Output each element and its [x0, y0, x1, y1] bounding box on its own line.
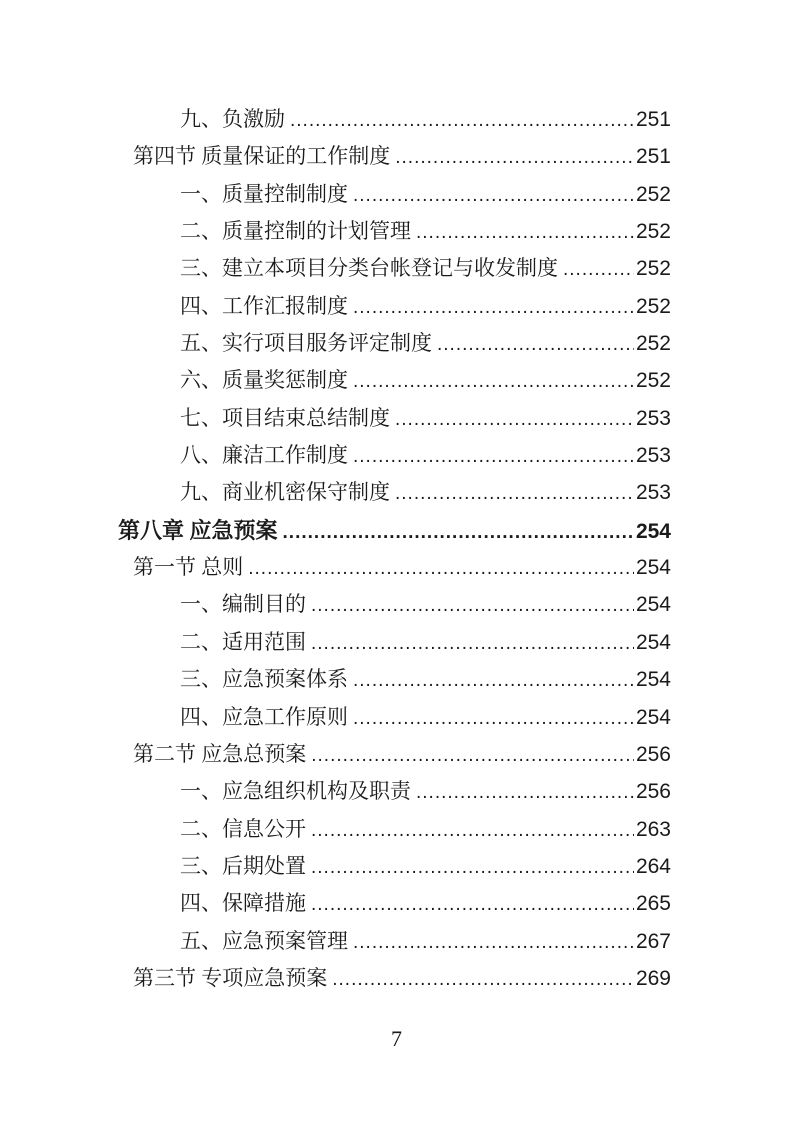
toc-entry-label: 第一节 总则	[133, 555, 244, 580]
toc-entry-label: 三、应急预案体系	[180, 667, 348, 692]
toc-entry-label: 第四节 质量保证的工作制度	[133, 144, 391, 169]
toc-entry-label: 五、实行项目服务评定制度	[180, 331, 432, 356]
toc-entry	[0, 549, 793, 586]
dot-leader-icon	[395, 139, 634, 176]
toc-entry-page: 254	[635, 519, 671, 543]
toc-entry-label: 三、建立本项目分类台帐登记与收发制度	[180, 256, 558, 281]
toc-entry-page: 253	[635, 481, 671, 505]
toc-entry	[0, 213, 793, 250]
dot-leader-icon	[311, 737, 634, 774]
toc-entry-label: 二、质量控制的计划管理	[180, 219, 411, 244]
toc-entry-page: 252	[635, 257, 671, 281]
toc-entry	[0, 624, 793, 661]
toc-entry	[0, 661, 793, 698]
dot-leader-icon	[311, 886, 634, 923]
dot-leader-icon	[283, 514, 634, 551]
toc-entry-page: 252	[635, 369, 671, 393]
toc-entry	[0, 176, 793, 213]
toc-entry	[0, 586, 793, 623]
toc-entry-page: 253	[635, 406, 671, 430]
toc-entry	[0, 848, 793, 885]
toc-entry-label: 第八章 应急预案	[118, 517, 278, 543]
toc-entry	[0, 474, 793, 511]
toc-entry-page: 251	[635, 145, 671, 169]
toc-entry	[0, 811, 793, 848]
toc-entry	[0, 960, 793, 997]
table-of-contents	[0, 101, 793, 997]
dot-leader-icon	[437, 326, 634, 363]
toc-entry	[0, 288, 793, 325]
toc-entry-label: 四、应急工作原则	[180, 704, 348, 729]
dot-leader-icon	[416, 214, 634, 251]
toc-entry-label: 二、适用范围	[180, 629, 306, 654]
toc-entry-page: 256	[635, 780, 671, 804]
toc-entry-page: 264	[635, 854, 671, 878]
dot-leader-icon	[353, 662, 634, 699]
toc-entry	[0, 512, 793, 549]
toc-entry	[0, 400, 793, 437]
dot-leader-icon	[353, 924, 634, 961]
toc-entry-page: 254	[635, 668, 671, 692]
footer-page-number: 7	[391, 1026, 402, 1051]
toc-entry	[0, 923, 793, 960]
toc-entry-page: 251	[635, 108, 671, 131]
dot-leader-icon	[353, 363, 634, 400]
page-footer	[0, 1026, 793, 1052]
toc-entry-label: 九、负激励	[180, 107, 285, 131]
toc-entry-label: 四、保障措施	[180, 891, 306, 916]
dot-leader-icon	[311, 812, 634, 849]
toc-entry-page: 269	[635, 966, 671, 990]
toc-entry-label: 第三节 专项应急预案	[133, 965, 328, 990]
toc-entry	[0, 437, 793, 474]
toc-entry-page: 267	[635, 929, 671, 953]
toc-entry-label: 一、应急组织机构及职责	[180, 779, 411, 804]
dot-leader-icon	[290, 102, 634, 139]
toc-entry	[0, 101, 793, 138]
toc-entry-page: 254	[635, 556, 671, 580]
toc-entry-page: 252	[635, 220, 671, 244]
toc-entry-label: 第二节 应急总预案	[133, 741, 307, 766]
toc-entry-label: 六、质量奖惩制度	[180, 368, 348, 393]
toc-entry-label: 一、编制目的	[180, 592, 306, 617]
dot-leader-icon	[353, 177, 634, 214]
dot-leader-icon	[353, 289, 634, 326]
toc-entry-page: 254	[635, 630, 671, 654]
toc-entry	[0, 885, 793, 922]
toc-entry-label: 二、信息公开	[180, 816, 306, 841]
toc-entry-page: 265	[635, 892, 671, 916]
toc-entry-page: 263	[635, 817, 671, 841]
toc-entry-label: 四、工作汇报制度	[180, 293, 348, 318]
toc-entry-page: 254	[635, 593, 671, 617]
toc-entry-page: 254	[635, 705, 671, 729]
dot-leader-icon	[353, 700, 634, 737]
toc-entry-label: 三、后期处置	[180, 853, 306, 878]
dot-leader-icon	[311, 587, 634, 624]
dot-leader-icon	[563, 251, 634, 288]
toc-entry-page: 252	[635, 294, 671, 318]
toc-entry-label: 七、项目结束总结制度	[180, 405, 390, 430]
toc-entry-page: 256	[635, 742, 671, 766]
toc-entry-label: 五、应急预案管理	[180, 928, 348, 953]
dot-leader-icon	[353, 438, 634, 475]
dot-leader-icon	[395, 401, 634, 438]
dot-leader-icon	[395, 475, 634, 512]
toc-entry	[0, 250, 793, 287]
toc-entry-label: 八、廉洁工作制度	[180, 443, 348, 468]
toc-entry-label: 九、商业机密保守制度	[180, 480, 390, 505]
toc-entry	[0, 325, 793, 362]
dot-leader-icon	[416, 774, 634, 811]
toc-entry	[0, 138, 793, 175]
toc-entry	[0, 736, 793, 773]
toc-entry	[0, 773, 793, 810]
dot-leader-icon	[332, 961, 634, 998]
toc-entry	[0, 699, 793, 736]
toc-entry-page: 252	[635, 182, 671, 206]
dot-leader-icon	[248, 550, 634, 587]
toc-entry-page: 252	[635, 332, 671, 356]
dot-leader-icon	[311, 849, 634, 886]
toc-entry	[0, 362, 793, 399]
dot-leader-icon	[311, 625, 634, 662]
toc-entry-page: 253	[635, 444, 671, 468]
toc-entry-label: 一、质量控制制度	[180, 181, 348, 206]
